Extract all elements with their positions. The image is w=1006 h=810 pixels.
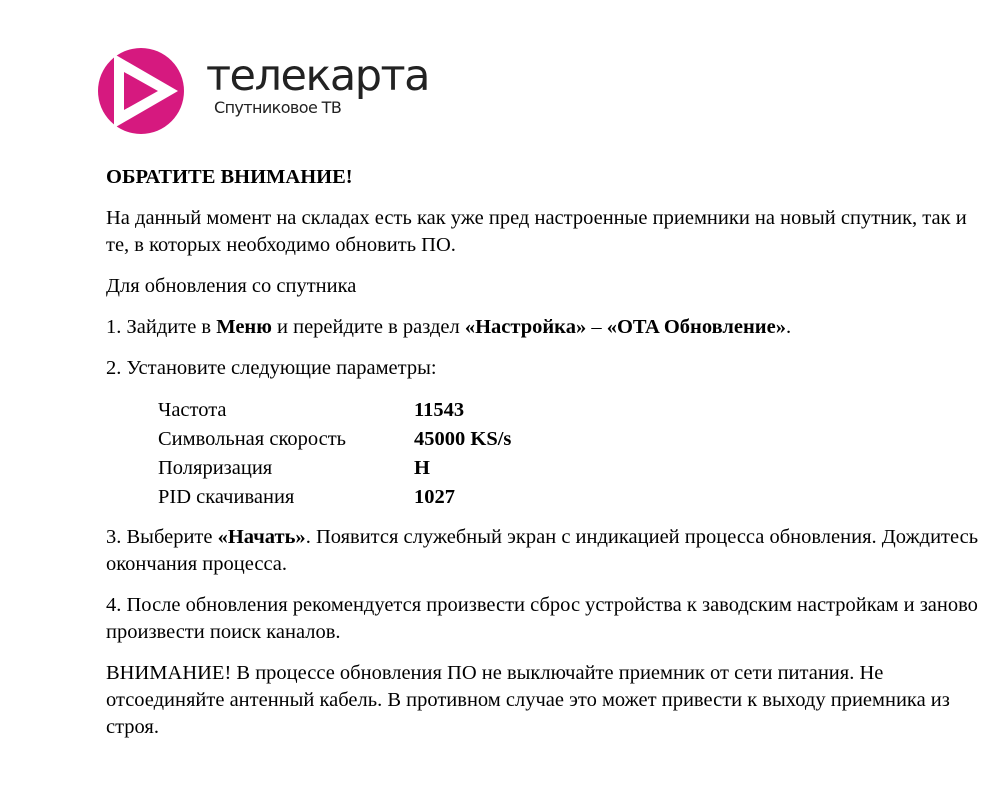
step-4: 4. После обновления рекомендуется произвести сброс устройства к заводским настройкам и заново произвести поиск каналов. (106, 594, 978, 643)
update-intro: Для обновления со спутника (106, 275, 357, 297)
step-2: 2. Установите следующие параметры: (106, 357, 437, 379)
param-row-frequency (158, 396, 986, 425)
brand-logo (96, 46, 436, 136)
page-title: ОБРАТИТЕ ВНИМАНИЕ! (106, 166, 353, 188)
step-1: 1. Зайдите в Меню и перейдите в раздел «Настройка» – «OTA Обновление». (106, 316, 792, 338)
param-row-pid (158, 483, 986, 512)
param-name: Символьная скорость (158, 428, 347, 450)
document-body (106, 164, 986, 755)
play-logo-icon (96, 46, 186, 136)
brand-name: телекарта (206, 51, 429, 101)
brand-subtitle: Спутниковое ТВ (214, 98, 342, 117)
param-name: Поляризация (158, 457, 273, 479)
intro-paragraph: На данный момент на складах есть как уже пред настроенные приемники на новый спутник, так и те, в которых необходимо обновить ПО. (106, 207, 967, 256)
settings-term: «Настройка» (464, 316, 587, 338)
parameters-table (158, 396, 986, 512)
menu-term: Меню (216, 316, 272, 338)
step-3: 3. Выберите «Начать». Появится служебный экран с индикацией процесса обновления. Дождитесь окончания процесса. (106, 526, 979, 575)
param-value: 45000 KS/s (414, 428, 512, 450)
param-row-polarization (158, 454, 986, 483)
param-value: 11543 (414, 399, 465, 421)
param-value: H (414, 457, 430, 479)
start-term: «Начать» (217, 526, 306, 548)
param-row-symbol-rate (158, 425, 986, 454)
ota-term: «OTA Обновление» (606, 316, 786, 338)
param-value: 1027 (414, 486, 455, 508)
param-name: PID скачивания (158, 486, 295, 508)
warning-paragraph: ВНИМАНИЕ! В процессе обновления ПО не выключайте приемник от сети питания. Не отсоединяйте антенный кабель. В противном случае это может привести к выходу приемника из строя. (106, 662, 950, 738)
param-name: Частота (158, 399, 227, 421)
